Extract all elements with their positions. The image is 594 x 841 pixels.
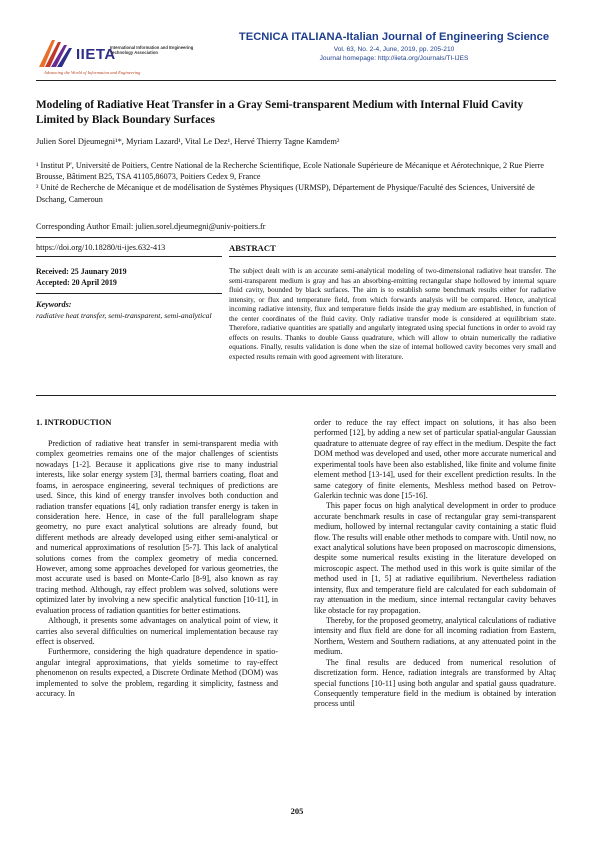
- received-date: Received: 25 Jaunary 2019: [36, 267, 127, 276]
- paragraph: The final results are deduced from numerical resolution of discretization form. Hence, radiation integrals are transformed by Altaç special functions [10-11] using both angular and spatial gauss quadrature. Consequently temperature field in the medium is obtained by interation process until: [314, 657, 556, 709]
- paragraph: Although, it presents some advantages on analytical point of view, it carries also several difficulties on numerical implementation because ray effect is observed.: [36, 616, 278, 647]
- meta-divider-top: [36, 237, 556, 238]
- paragraph: Thereby, for the proposed geometry, analytical calculations of radiative intensity and flux field are done for all incoming radiation from Eastern, Northern, Western and Southern radiations, at any attenuated point in the medium.: [314, 616, 556, 657]
- logo-organization-name: International Information and Engineering Technology Association: [110, 45, 194, 55]
- paragraph: Furthermore, considering the high quadrature dependence in spatio-angular integral approximations, that yields sometime to ray-effect phenomenon on results expected, a Discrete Ordinate Method (DOM) was implemented to solve the problem, regarding it simplicity, fastness and accuracy. In: [36, 647, 278, 699]
- meta-divider-bottom: [36, 395, 556, 396]
- logo-tagline: Advancing the World of Information and Engineering: [44, 70, 141, 75]
- author-list: Julien Sorel Djeumegni¹*, Myriam Lazard¹, Vital Le Dez¹, Hervé Thierry Tagne Kamdem²: [36, 137, 340, 146]
- section-heading-introduction: 1. INTRODUCTION: [36, 418, 112, 427]
- journal-header: [229, 31, 559, 63]
- abstract-heading-divider: [229, 256, 556, 257]
- keywords: radiative heat transfer, semi-transparent, semi-analytical: [36, 311, 212, 320]
- header-divider: [36, 80, 556, 81]
- body-column-left: [36, 439, 278, 700]
- dates-divider: [36, 293, 222, 294]
- affiliation-2: ² Unité de Recherche de Mécanique et de modélisation de Systèmes Physiques (URMSP), Département de Physique/Faculté des Sciences, Université de Dschang, Cameroun: [36, 183, 535, 204]
- accepted-date: Accepted: 20 April 2019: [36, 277, 117, 287]
- paragraph: This paper focus on high analytical development in order to produce accurate benchmark results in case of rectangular gray semi-transparent medium, hollowed by internal rectangular cavity containing a static fluid flow. The results will enable other methods to compare with. Until now, no exact analytical solutions have been proposed on macroscopic dimensions, despite some numerical results existing in the literature developed on microscopic aspect. The method used in this work is quite similar of the method used in [1, 5] at radiative equilibrium. Nevertheless radiation intensity, flux and temperature field are calculated for each subdomain of ray attenuation in the medium, since internal rectangular cavity behaves like obstacle for ray propagation.: [314, 501, 556, 615]
- logo-wordmark: IIETA: [76, 46, 116, 63]
- keywords-heading: Keywords:: [36, 300, 72, 309]
- publisher-logo: [36, 30, 196, 78]
- doi-divider: [36, 256, 222, 257]
- paragraph: Prediction of radiative heat transfer in semi-transparent media with complex geometries remains one of the major challenges of scientists nowadays [1-2]. Because it applications give rise to many industrial interests, like solar energy system [3], thermal barriers coating, float and foams, in aerospace engineering, several techniques of predictions are used. Since, this kind of energy transfer involves both conduction and radiation transfer equations [4], only radiation transfer energy is taken in consideration here. Hence, in case of the full parallelogram shape geometry, no pure exact analytical solutions are already found, but different methods are already developed using either semi-analytical or and numerical approximations of resolution [5-7]. This lack of analytical solutions comes from the complex geometry of media concerned. However, among some approaches developed for various geometries, the most accurate used is based on Monte-Carlo [8-9], also known as ray tracing method. Although, ray effect problem was solved, solutions were optimized later by involving a new specific analytical function [10-11], in evaluation process of radiation quantities for better estimations.: [36, 439, 278, 615]
- paragraph: order to reduce the ray effect impact on solutions, it has also been performed [12], by adding a new set of particular spatial-angular Gaussian quadrature to attenuate degree of ray effect in the medium. Despite the fact DOM method was developed and used, other more accurate numerical and experimental tools have been also established, like finite and volume finite element method [13-14], used for their excellent prediction results. In the same category of finite elements, Meshless method based on Petrov-Galerkin technic was done [15-16].: [314, 418, 556, 500]
- abstract-heading: ABSTRACT: [229, 243, 276, 253]
- corresponding-author: Corresponding Author Email: julien.sorel.djeumegni@univ-poitiers.fr: [36, 222, 266, 231]
- page-number: 205: [290, 806, 304, 816]
- journal-volume: Vol. 63, No. 2-4, June, 2019, pp. 205-210: [333, 46, 455, 53]
- doi-link[interactable]: https://doi.org/10.18280/ti-ijes.632-413: [36, 243, 166, 252]
- paper-title: Modeling of Radiative Heat Transfer in a Gray Semi-transparent Medium with Internal Fluid Cavity Limited by Black Boundary Surfaces: [36, 99, 524, 126]
- journal-title: TECNICA ITALIANA-Italian Journal of Engineering Science: [238, 31, 550, 43]
- affiliation-1: ¹ Institut P', Université de Poitiers, Centre National de la Recherche Scientifique, Ecole Nationale Supérieure de Mécanique et Aérotechnique, 2 Rue Pierre Brousse, Bâtiment B25, TSA 41105,86073, Poitiers Cedex 9, France: [36, 161, 544, 182]
- body-column-right: [314, 418, 556, 710]
- abstract-text: The subject dealt with is an accurate semi-analytical modeling of two-dimensional radiative heat transfer. The semi-transparent medium is gray and has an absorbing-emitting rectangular shape hollowed by internal square fluid cavity, bounded by black surfaces. The aim is to establish some benchmark results either for radiative intensity, or flux and temperature field, from which forwards analysis will be compared. Hence, analytical incoming radiative intensity, flux and temperature fields inside the gray medium are established, in function of the center coordinates of the fluid cavity. Only radiative transfer mode is considered at equilibrium state. Therefore, radiative quantities are spatially and angularly integrated using special functions in order to avoid ray effects on results. Thanks to double Gauss quadrature, which will allow to obtain numerically the radiative equations. Finally, results validation is done when the size of internal hollowed cavity becomes very small and expected results remain with good agreement with literature.: [229, 267, 556, 361]
- article-dates: [36, 267, 222, 288]
- affiliations: [36, 160, 556, 205]
- journal-homepage-link[interactable]: Journal homepage: http://iieta.org/Journals/TI-IJES: [319, 55, 469, 62]
- logo-mark-icon: [36, 36, 76, 70]
